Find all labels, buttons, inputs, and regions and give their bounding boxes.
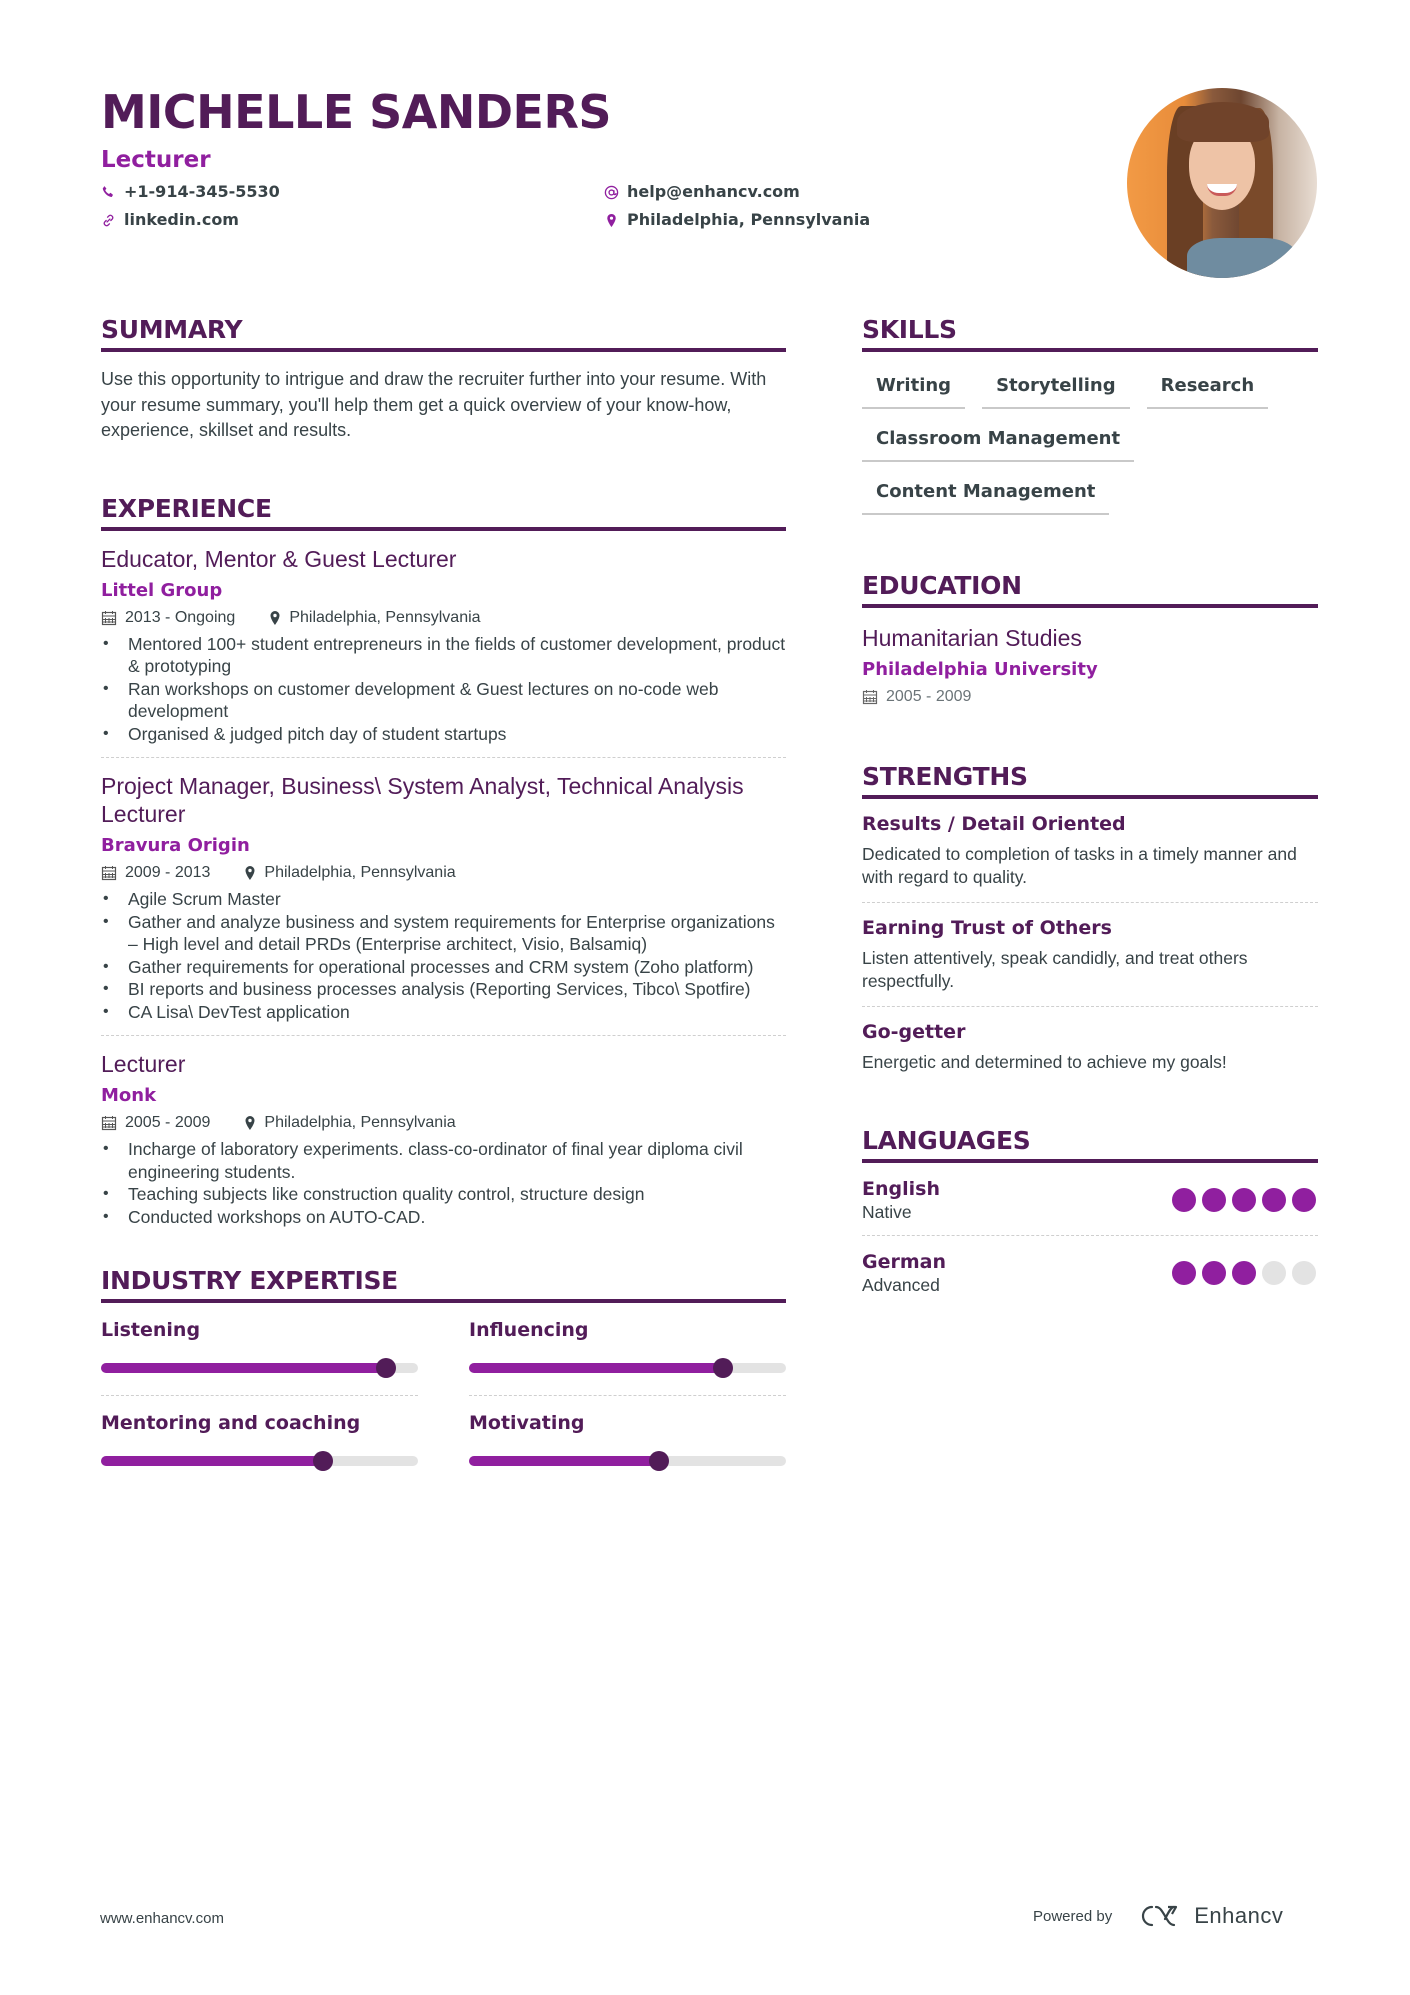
job-bullet: • Organised & judged pitch day of student startups xyxy=(101,723,786,746)
skill-tag: Writing xyxy=(862,370,965,409)
enhancv-logo-icon xyxy=(1138,1903,1184,1929)
job-bullet: • Teaching subjects like construction quality control, structure design xyxy=(101,1183,786,1206)
skill-tag: Storytelling xyxy=(982,370,1130,409)
strength-item xyxy=(862,903,1318,1007)
phone-text: +1-914-345-5530 xyxy=(124,182,280,201)
section-title-skills: SKILLS xyxy=(862,315,957,344)
expertise-label: Motivating xyxy=(469,1412,585,1434)
section-divider xyxy=(862,348,1318,352)
job-entry xyxy=(101,1036,786,1240)
job-bullet: • Gather requirements for operational processes and CRM system (Zoho platform) xyxy=(101,956,786,979)
education-school: Philadelphia University xyxy=(862,659,1098,680)
section-title-experience: EXPERIENCE xyxy=(101,493,272,523)
section-title-languages: LANGUAGES xyxy=(862,1125,1031,1155)
right-column xyxy=(862,315,1318,1308)
email-text: help@enhancv.com xyxy=(627,182,800,201)
job-entry xyxy=(101,531,786,759)
powered-by-label: Powered by xyxy=(1033,1907,1113,1925)
job-bullet: • Incharge of laboratory experiments. class-co-ordinator of final year diploma civil engineering students. xyxy=(101,1138,786,1183)
left-column xyxy=(101,315,786,1488)
expertise-grid xyxy=(101,1303,786,1488)
section-divider xyxy=(862,604,1318,608)
job-location: Philadelphia, Pennsylvania xyxy=(242,862,455,884)
rating-dot xyxy=(1202,1188,1226,1212)
map-pin-icon xyxy=(242,865,258,881)
section-title-industry-expertise: INDUSTRY EXPERTISE xyxy=(101,1266,398,1295)
job-bullet: • BI reports and business processes analysis (Reporting Services, Tibco\ Spotfire) xyxy=(101,978,786,1001)
expertise-label: Mentoring and coaching xyxy=(101,1412,361,1434)
rating-dot xyxy=(1292,1261,1316,1285)
industry-expertise-section xyxy=(101,1266,786,1488)
expertise-knob xyxy=(649,1451,669,1471)
candidate-name: MICHELLE SANDERS xyxy=(101,85,612,139)
language-level: Native xyxy=(862,1201,912,1222)
education-dates: 2005 - 2009 xyxy=(886,688,972,705)
job-bullets xyxy=(101,1138,786,1228)
rating-dot xyxy=(1292,1188,1316,1212)
contact-location xyxy=(604,208,904,232)
languages-section xyxy=(862,1126,1318,1308)
strength-title: Earning Trust of Others xyxy=(862,917,1112,939)
education-meta xyxy=(862,686,1318,708)
footer-website-link[interactable]: www.enhancv.com xyxy=(100,1910,224,1927)
summary-section xyxy=(101,315,786,444)
section-title-education: EDUCATION xyxy=(862,571,1022,600)
expertise-knob xyxy=(713,1358,733,1378)
map-pin-icon xyxy=(604,213,619,228)
language-item xyxy=(862,1163,1318,1236)
summary-text: Use this opportunity to intrigue and draw the recruiter further into your resume. With your resume summary, you'll help them get a quick overview of your know-how, experience, skillset and results. xyxy=(101,369,767,440)
calendar-icon xyxy=(101,1115,117,1131)
language-level: Advanced xyxy=(862,1274,940,1295)
skill-tag: Content Management xyxy=(862,476,1109,515)
calendar-icon xyxy=(101,865,117,881)
rating-dot xyxy=(1172,1188,1196,1212)
expertise-bar xyxy=(469,1456,786,1466)
job-meta xyxy=(101,607,786,629)
job-bullet: • CA Lisa\ DevTest application xyxy=(101,1001,786,1024)
job-bullet: • Gather and analyze business and system requirements for Enterprise organizations – High level and detail PRDs (Enterprise architect, Visio, Balsamiq) xyxy=(101,911,786,956)
brand-name: Enhancv xyxy=(1194,1903,1284,1928)
expertise-item xyxy=(101,1303,418,1396)
strength-title: Results / Detail Oriented xyxy=(862,813,1126,835)
education-degree: Humanitarian Studies xyxy=(862,625,1082,651)
job-bullet: • Conducted workshops on AUTO-CAD. xyxy=(101,1206,786,1229)
language-name: German xyxy=(862,1250,946,1273)
strength-title: Go-getter xyxy=(862,1021,966,1043)
expertise-knob xyxy=(313,1451,333,1471)
section-title-summary: SUMMARY xyxy=(101,315,243,344)
rating-dot xyxy=(1232,1261,1256,1285)
rating-dot xyxy=(1262,1261,1286,1285)
job-location: Philadelphia, Pennsylvania xyxy=(242,1112,455,1134)
job-entry xyxy=(101,758,786,1036)
strength-description: Dedicated to completion of tasks in a timely manner and with regard to quality. xyxy=(862,844,1297,887)
skill-tag: Research xyxy=(1147,370,1269,409)
phone-icon xyxy=(101,185,116,200)
expertise-label: Listening xyxy=(101,1319,201,1341)
job-dates: 2013 - Ongoing xyxy=(125,608,236,626)
job-bullet: • Mentored 100+ student entrepreneurs in the fields of customer development, product & prototyping xyxy=(101,633,786,678)
language-name: English xyxy=(862,1177,940,1200)
language-item xyxy=(862,1236,1318,1308)
job-title: Lecturer xyxy=(101,1051,186,1077)
strengths-section xyxy=(862,762,1318,1088)
job-title: Educator, Mentor & Guest Lecturer xyxy=(101,545,457,572)
job-company: Littel Group xyxy=(101,579,223,601)
map-pin-icon xyxy=(267,610,283,626)
strength-description: Energetic and determined to achieve my goals! xyxy=(862,1052,1227,1072)
rating-dot xyxy=(1172,1261,1196,1285)
section-title-strengths: STRENGTHS xyxy=(862,762,1028,791)
education-section xyxy=(862,571,1318,708)
job-dates: 2009 - 2013 xyxy=(125,864,211,881)
candidate-role: Lecturer xyxy=(101,147,211,173)
job-meta xyxy=(101,862,786,884)
job-bullets xyxy=(101,888,786,1023)
expertise-label: Influencing xyxy=(469,1319,589,1341)
job-location: Philadelphia, Pennsylvania xyxy=(267,607,480,629)
contact-email[interactable] xyxy=(604,180,904,204)
strength-item xyxy=(862,799,1318,903)
job-meta xyxy=(101,1112,786,1134)
job-bullet: • Ran workshops on customer development & Guest lectures on no-code web development xyxy=(101,678,786,723)
language-rating-dots xyxy=(1172,1188,1316,1212)
link-icon xyxy=(101,213,116,228)
calendar-icon xyxy=(862,689,878,705)
rating-dot xyxy=(1262,1188,1286,1212)
contact-website[interactable] xyxy=(101,208,604,232)
job-dates: 2005 - 2009 xyxy=(125,1114,211,1131)
map-pin-icon xyxy=(242,1115,258,1131)
section-divider xyxy=(101,348,786,352)
rating-dot xyxy=(1232,1188,1256,1212)
expertise-item xyxy=(469,1303,786,1396)
brand-logo[interactable] xyxy=(1138,1903,1283,1929)
job-company: Bravura Origin xyxy=(101,835,250,856)
experience-section xyxy=(101,494,786,1241)
strength-item xyxy=(862,1007,1318,1088)
job-bullet: • Agile Scrum Master xyxy=(101,888,786,911)
expertise-bar xyxy=(101,1363,418,1373)
location-text: Philadelphia, Pennsylvania xyxy=(627,210,871,229)
strength-description: Listen attentively, speak candidly, and treat others respectfully. xyxy=(862,948,1248,991)
website-text: linkedin.com xyxy=(124,210,239,229)
rating-dot xyxy=(1202,1261,1226,1285)
job-title: Project Manager, Business\ System Analyst, Technical Analysis Lecturer xyxy=(101,773,744,827)
language-rating-dots xyxy=(1172,1261,1316,1285)
skills-section xyxy=(862,315,1318,515)
expertise-bar xyxy=(101,1456,418,1466)
calendar-icon xyxy=(101,610,117,626)
resume-header xyxy=(101,86,1101,232)
footer-branding xyxy=(1033,1903,1283,1929)
expertise-item xyxy=(101,1396,418,1488)
skill-tag: Classroom Management xyxy=(862,423,1134,462)
expertise-bar xyxy=(469,1363,786,1373)
contact-phone[interactable] xyxy=(101,180,604,204)
job-company: Monk xyxy=(101,1085,157,1106)
job-bullets xyxy=(101,633,786,746)
contact-list xyxy=(101,180,1101,232)
expertise-knob xyxy=(376,1358,396,1378)
at-icon xyxy=(604,185,619,200)
profile-photo xyxy=(1127,88,1317,278)
expertise-item xyxy=(469,1396,786,1488)
skills-list xyxy=(862,370,1282,515)
